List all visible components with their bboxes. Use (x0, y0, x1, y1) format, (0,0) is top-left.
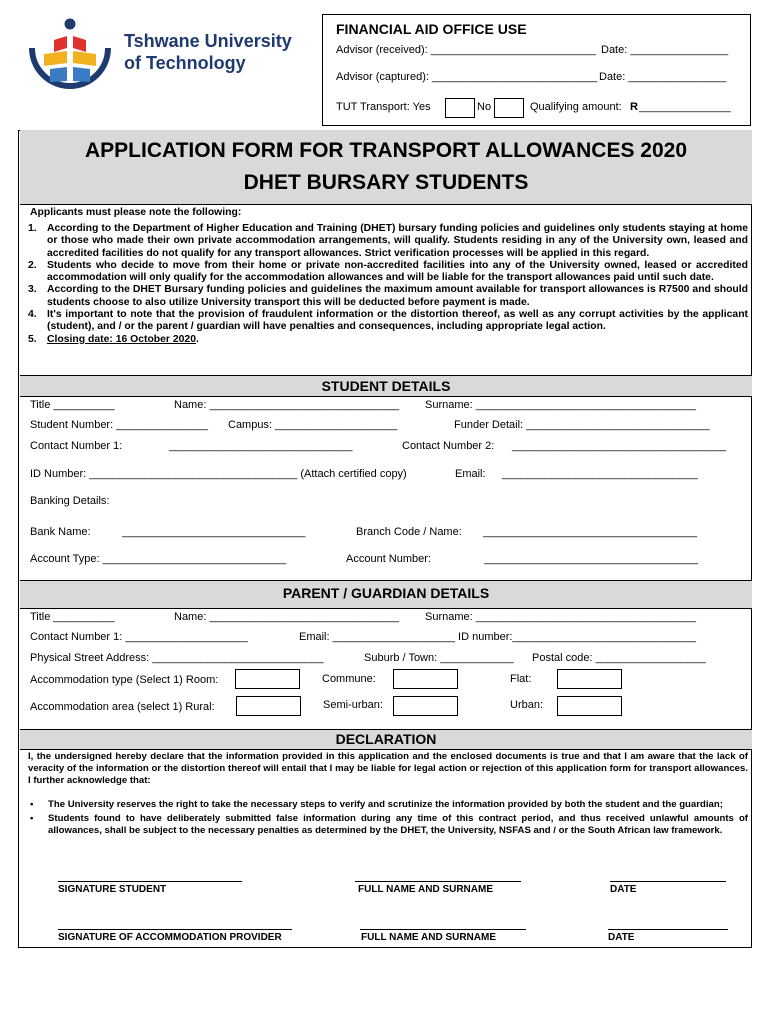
guardian-title-field[interactable]: Title __________ (30, 611, 115, 623)
bank-name-field[interactable]: ______________________________ (122, 526, 306, 538)
student-contact1-field[interactable]: ______________________________ (169, 440, 353, 452)
form-title-line2: DHET BURSARY STUDENTS (243, 171, 529, 194)
notes-list (28, 223, 748, 346)
closing-date: Closing date: 16 October 2020 (47, 333, 196, 345)
student-email-label: Email: (455, 468, 486, 480)
postal-code-field[interactable]: Postal code: __________________ (532, 652, 706, 664)
student-details-header (20, 375, 752, 397)
transport-no-label: No (477, 101, 492, 113)
full-name-label-2: FULL NAME AND SURNAME (361, 932, 496, 943)
suburb-town-field[interactable]: Suburb / Town: ____________ (364, 652, 514, 664)
note-text: It's important to note that the provision of fraudulent information or the distortion thereof, as well as any corrupt activities by the applicant (student), and / or the parent / guardian will have penalties and consequences, including appropriate legal action. (47, 309, 748, 333)
guardian-email-id-field[interactable]: Email: ____________________ ID number:______________________________ (299, 631, 696, 643)
student-number-field[interactable]: Student Number: _______________ (30, 419, 208, 431)
note-item (28, 334, 748, 346)
signature-student-label: SIGNATURE STUDENT (58, 884, 167, 895)
bullet-text: The University reserves the right to take the necessary steps to verify and scrutinize the information provided by both the student and the guardian; (48, 799, 723, 810)
student-contact2-field[interactable]: ___________________________________ (512, 440, 727, 452)
office-date-1-field[interactable]: Date: ________________ (601, 44, 729, 56)
student-contact1-label: Contact Number 1: (30, 440, 123, 452)
urban-checkbox[interactable] (557, 696, 622, 716)
declaration-bullet (28, 799, 748, 811)
declaration-text-block (28, 751, 748, 837)
bullet-text: Students found to have deliberately submitted false information during any time of this contract period, and thus received unlawful amounts of allowances, shall be subject to the necessary penalties as determined by the DHET, the University, NSFAS and / or the South African law framework. (48, 813, 748, 836)
university-logo (22, 14, 312, 100)
guardian-details-title: PARENT / GUARDIAN DETAILS (282, 585, 490, 601)
date-line-1[interactable] (610, 881, 726, 882)
accommodation-area-label: Accommodation area (select 1) Rural: (30, 701, 215, 713)
full-name-line-2[interactable] (360, 929, 526, 930)
campus-field[interactable]: Campus: ____________________ (228, 419, 398, 431)
provider-signature-line[interactable] (58, 929, 292, 930)
full-name-label-1: FULL NAME AND SURNAME (358, 884, 493, 895)
note-number: 4. (28, 309, 37, 321)
declaration-bullet (28, 813, 748, 837)
bank-name-label: Bank Name: (30, 526, 91, 538)
branch-code-label: Branch Code / Name: (356, 526, 462, 538)
signature-provider-label: SIGNATURE OF ACCOMMODATION PROVIDER (58, 932, 282, 943)
room-checkbox[interactable] (235, 669, 300, 689)
guardian-contact1-field[interactable]: Contact Number 1: ____________________ (30, 631, 248, 643)
declaration-header (20, 729, 752, 750)
semi-urban-label: Semi-urban: (323, 699, 383, 711)
guardian-surname-field[interactable]: Surname: ____________________________________ (425, 611, 696, 623)
logo-emblem-icon (22, 14, 118, 100)
declaration-text: I, the undersigned hereby declare that the information provided in this application and the enclosed documents is true and that I am aware that the lack of veracity of the information or the distortion thereof will entail that I may be liable for legal action or rejection of this application form for transport allowances. I further acknowledge that: (28, 751, 748, 786)
flat-checkbox[interactable] (557, 669, 622, 689)
logo-name-line2: of Technology (124, 53, 246, 73)
date-label-2: DATE (608, 932, 635, 943)
note-number: 2. (28, 259, 37, 271)
qualifying-amount-field[interactable]: _______________ (639, 101, 731, 113)
closing-date-suffix: . (195, 333, 199, 345)
note-item (28, 309, 748, 334)
note-item (28, 260, 748, 285)
note-text: According to the DHET Bursary funding policies and guidelines the maximum amount available for transport allowances is R7500 and should students choose to also utilize University transport this will be deducted before payment is made. (47, 284, 748, 308)
note-number: 3. (28, 284, 37, 296)
account-type-field[interactable]: Account Type: ______________________________ (30, 553, 287, 565)
guardian-name-field[interactable]: Name: _______________________________ (174, 611, 400, 623)
transport-yes-checkbox[interactable] (445, 98, 475, 118)
qualifying-amount-currency: R (630, 101, 638, 113)
tut-transport-label: TUT Transport: Yes (336, 101, 431, 113)
note-number: 1. (28, 223, 37, 234)
id-number-field[interactable]: ID Number: __________________________________ (Attach certified copy) (30, 468, 407, 480)
guardian-details-header (20, 580, 752, 609)
rural-checkbox[interactable] (236, 696, 301, 716)
note-item (28, 223, 748, 260)
student-title-field[interactable]: Title __________ (30, 399, 115, 411)
urban-label: Urban: (510, 699, 544, 711)
full-name-line-1[interactable] (355, 881, 521, 882)
advisor-captured-field[interactable]: Advisor (captured): ___________________________ (336, 71, 598, 83)
student-email-field[interactable]: ________________________________ (502, 468, 698, 480)
date-line-2[interactable] (608, 929, 728, 930)
accommodation-type-label: Accommodation type (Select 1) Room: (30, 674, 219, 686)
note-text: According to the Department of Higher Education and Training (DHET) bursary funding policies and guidelines only students staying at home or those who made their own private accommodation arrangements, will qualify. Students residing in any of the University own, leased and accredited facilities do not qualify for any transport allowances. Strict verification processes will be applied in this regard. (47, 223, 748, 259)
note-item (28, 284, 748, 309)
financial-aid-office-box (322, 14, 751, 126)
student-name-field[interactable]: Name: _______________________________ (174, 399, 400, 411)
logo-name-line1: Tshwane University (124, 31, 292, 51)
bullet-symbol: • (30, 813, 34, 824)
declaration-title: DECLARATION (335, 731, 437, 747)
student-contact2-label: Contact Number 2: (402, 440, 495, 452)
student-details-title: STUDENT DETAILS (321, 378, 451, 394)
form-title-block (20, 130, 752, 205)
banking-details-label: Banking Details: (30, 495, 110, 507)
advisor-received-field[interactable]: Advisor (received): ___________________________ (336, 44, 596, 56)
note-number: 5. (28, 333, 37, 345)
physical-address-field[interactable]: Physical Street Address: ____________________________ (30, 652, 324, 664)
bullet-symbol: • (30, 799, 34, 810)
form-title-line1: APPLICATION FORM FOR TRANSPORT ALLOWANCES 2020 (84, 139, 688, 162)
transport-no-checkbox[interactable] (494, 98, 524, 118)
account-number-label: Account Number: (346, 553, 431, 565)
branch-code-field[interactable]: ___________________________________ (483, 526, 698, 538)
student-surname-field[interactable]: Surname: ____________________________________ (425, 399, 696, 411)
note-text: Students who decide to move from their home or private non-accredited facilities into any of the University owned, leased or accredited accommodation will only qualify for the accommodation allowances and will be liable for the transport allowances paid until such date. (47, 259, 748, 284)
qualifying-amount-label: Qualifying amount: (530, 101, 622, 113)
semi-urban-checkbox[interactable] (393, 696, 458, 716)
office-date-2-field[interactable]: Date: ________________ (599, 71, 727, 83)
office-title: FINANCIAL AID OFFICE USE (336, 21, 527, 37)
account-number-field[interactable]: ___________________________________ (484, 553, 699, 565)
commune-checkbox[interactable] (393, 669, 458, 689)
student-signature-line[interactable] (58, 881, 242, 882)
notes-heading: Applicants must please note the following: (30, 207, 242, 218)
commune-label: Commune: (322, 673, 376, 685)
funder-detail-field[interactable]: Funder Detail: ______________________________ (454, 419, 710, 431)
date-label-1: DATE (610, 884, 637, 895)
flat-label: Flat: (510, 673, 532, 685)
